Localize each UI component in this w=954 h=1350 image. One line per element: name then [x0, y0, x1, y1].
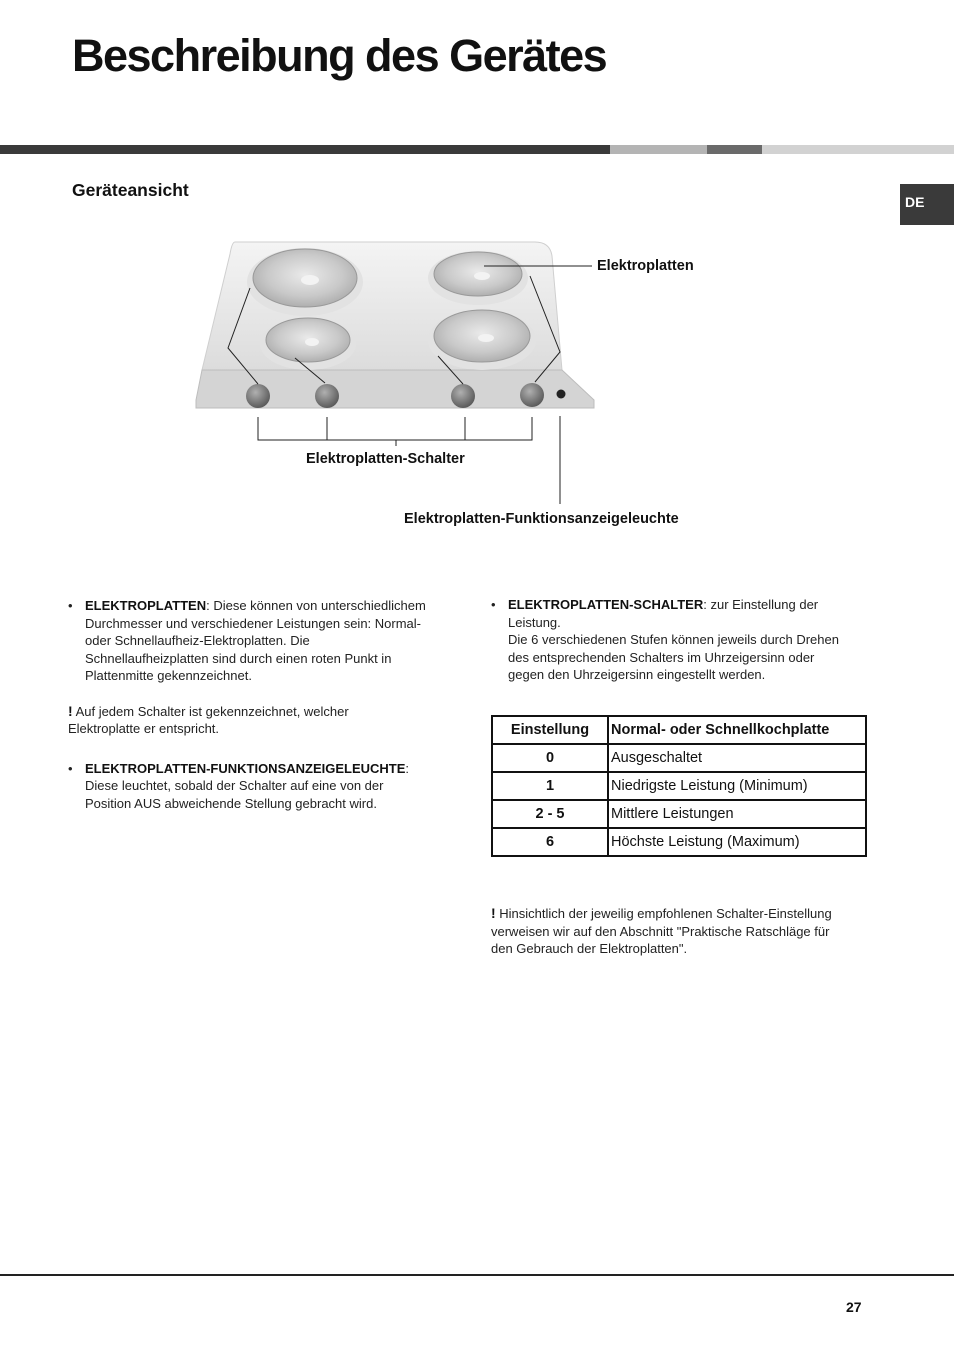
cell-description: Mittlere Leistungen — [608, 800, 866, 828]
bullet-indicator: • ELEKTROPLATTEN-FUNKTIONSANZEIGELEUCHTE: Diese leuchtet, sobald der Schalter auf eine von der Position AUS abweichende Stellung gebracht wird. — [68, 760, 468, 813]
cell-setting: 0 — [492, 744, 608, 772]
section-title: Geräteansicht — [72, 180, 189, 200]
table-header-row — [492, 716, 866, 744]
header-bar-dark — [0, 145, 610, 154]
header-bar-light — [610, 145, 707, 154]
plate-rear-right — [428, 251, 528, 305]
cell-description: Ausgeschaltet — [608, 744, 866, 772]
table-row — [492, 828, 866, 856]
knob-3 — [451, 384, 475, 408]
bullet-elektroplatten: • ELEKTROPLATTEN: Diese können von unterschiedlichem Durchmesser und verschiedener Leistungen sein: Normal- oder Schnellaufheiz-Elektroplatten. Die Schnellaufheizplatten sind durch einen roten Punkt in Plattenmitte gekennzeichnet. — [68, 597, 468, 685]
bullet-term: ELEKTROPLATTEN-SCHALTER — [508, 597, 704, 612]
bullet-term: ELEKTROPLATTEN — [85, 598, 207, 613]
indicator-light — [557, 390, 566, 399]
plate-rear-left — [247, 248, 363, 316]
page-title: Beschreibung des Gerätes — [72, 30, 607, 81]
note-recommendation: ! Hinsichtlich der jeweilig empfohlenen Schalter-Einstellung verweisen wir auf den Abschnitt "Praktische Ratschläge für den Gebrauch der Elektroplatten". — [491, 905, 832, 956]
plate-front-right — [428, 310, 536, 370]
label-plates: Elektroplatten — [597, 258, 694, 274]
table-row — [492, 772, 866, 800]
bullet-schalter: • ELEKTROPLATTEN-SCHALTER: zur Einstellung der Leistung. Die 6 verschiedenen Stufen können jeweils durch Drehen des entsprechenden Schalters im Uhrzeigersinn oder gegen den Uhrzeigersinn eingestellt werden. — [491, 596, 891, 684]
cell-setting: 1 — [492, 772, 608, 800]
bracket-switches — [258, 417, 532, 440]
table-row — [492, 800, 866, 828]
cell-setting: 2 - 5 — [492, 800, 608, 828]
exclamation-icon: ! — [491, 905, 496, 921]
plate-front-left — [260, 318, 356, 370]
right-column — [491, 596, 891, 684]
label-indicator: Elektroplatten-Funktionsanzeigeleuchte — [404, 511, 679, 527]
page-number: 27 — [846, 1299, 862, 1315]
bullet-term: ELEKTROPLATTEN-FUNKTIONSANZEIGELEUCHTE — [85, 760, 406, 776]
cell-setting: 6 — [492, 828, 608, 856]
header-setting: Einstellung — [492, 716, 608, 744]
left-column — [68, 597, 468, 812]
table-row — [492, 744, 866, 772]
footer-rule — [0, 1274, 954, 1276]
header-bar-pale — [762, 145, 954, 154]
knob-2 — [315, 384, 339, 408]
settings-table — [491, 715, 867, 857]
header-bar-mid — [707, 145, 762, 154]
knob-1 — [246, 384, 270, 408]
exclamation-icon: ! — [68, 702, 73, 719]
label-switches: Elektroplatten-Schalter — [306, 451, 465, 467]
knob-4 — [520, 383, 544, 407]
cell-description: Niedrigste Leistung (Minimum) — [608, 772, 866, 800]
cell-description: Höchste Leistung (Maximum) — [608, 828, 866, 856]
note-switch-marking: ! Auf jedem Schalter ist gekennzeichnet, welcher Elektroplatte er entspricht. — [68, 702, 349, 736]
language-tab: DE — [900, 184, 954, 225]
header-plate: Normal- oder Schnellkochplatte — [608, 716, 866, 744]
